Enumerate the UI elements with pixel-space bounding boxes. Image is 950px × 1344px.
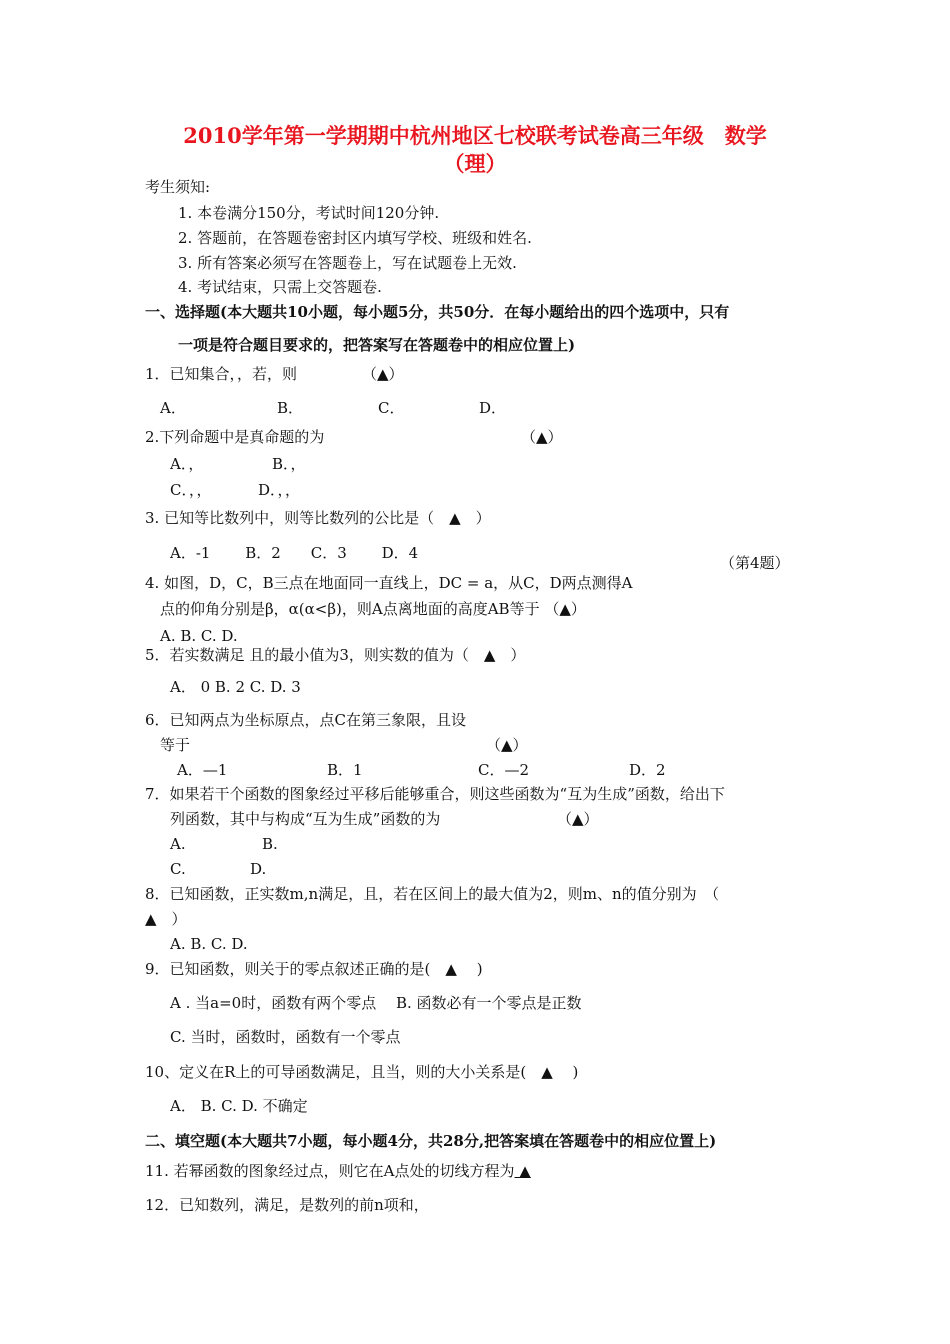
- notice-heading: 考生须知:: [145, 178, 211, 196]
- q6-option-a: A．—1: [177, 761, 228, 779]
- q12-stem: 12．已知数列，满足，是数列的前n项和，: [145, 1196, 429, 1214]
- q2-option-d: D．，，: [258, 481, 301, 499]
- q7-answer-mark: （▲）: [557, 810, 599, 828]
- section2-heading: 二、填空题(本大题共7小题，每小题4分，共28分,把答案填在答题卷中的相应位置上): [145, 1132, 717, 1150]
- q11-stem: [145, 1161, 531, 1181]
- notice-item-3: 3. 所有答案必须写在答题卷上，写在试题卷上无效.: [178, 254, 517, 272]
- q11-stem-text: 11. 若幂函数的图象经过点，则它在A点处的切线方程为: [145, 1162, 515, 1180]
- q2-stem: 2.下列命题中是真命题的为: [145, 428, 325, 446]
- q6-option-b: B．1: [327, 761, 363, 779]
- q3-options: A．-1 B．2 C．3 D．4: [170, 544, 419, 562]
- q1-option-b: B．: [277, 399, 304, 417]
- q5-stem: 5．若实数满足 且的最小值为3，则实数的值为（ ▲ ）: [145, 646, 526, 664]
- notice-item-1: 1. 本卷满分150分，考试时间120分钟.: [178, 204, 440, 222]
- q6-option-d: D．2: [629, 761, 666, 779]
- notice-item-4: 4. 考试结束，只需上交答题卷.: [178, 278, 382, 296]
- section1-heading-cont: 一项是符合题目要求的，把答案写在答题卷中的相应位置上): [178, 336, 576, 354]
- q1-option-d: D．: [479, 399, 507, 417]
- q10-options: A． B. C. D. 不确定: [170, 1097, 308, 1115]
- q2-option-c: C．，，: [170, 481, 212, 499]
- q7-option-a: A.: [170, 835, 186, 853]
- q2-option-b: B．，: [272, 455, 306, 473]
- q8-options: A. B. C. D.: [170, 935, 248, 953]
- q6-stem-cont: 等于: [160, 736, 191, 754]
- q9-options-ab: A . 当a=0时，函数有两个零点 B. 函数必有一个零点是正数: [170, 994, 582, 1012]
- q8-stem-cont: ▲ ）: [145, 910, 187, 928]
- section1-heading: 一、选择题(本大题共10小题，每小题5分，共50分．在每小题给出的四个选项中，只有: [145, 303, 730, 321]
- q5-options: A． 0 B. 2 C. D. 3: [170, 678, 301, 696]
- q6-option-c: C．—2: [478, 761, 530, 779]
- q8-stem: 8．已知函数，正实数m,n满足，且，若在区间上的最大值为2，则m、n的值分别为 （: [145, 885, 720, 903]
- q7-option-c: C.: [170, 860, 186, 878]
- exam-title-line1: 2010学年第一学期期中杭州地区七校联考试卷高三年级 数学: [183, 123, 767, 148]
- q10-stem: 10、定义在R上的可导函数满足，且当，则的大小关系是( ▲ ): [145, 1063, 579, 1081]
- q9-option-c: C. 当时，函数时，函数有一个零点: [170, 1028, 401, 1046]
- q1-answer-mark: （▲）: [362, 365, 404, 383]
- q7-stem-cont: 列函数，其中与构成“互为生成”函数的为: [170, 810, 441, 828]
- q1-stem: 1．已知集合，，若，则: [145, 365, 298, 383]
- q2-option-a: A．，: [170, 455, 204, 473]
- q7-option-d: D.: [250, 860, 267, 878]
- q4-stem: 4. 如图，D，C，B三点在地面同一直线上，DC = a，从C，D两点测得A: [145, 574, 633, 592]
- q11-answer-blank: ▲: [514, 1162, 531, 1180]
- q4-figure-label: （第4题）: [720, 554, 790, 572]
- q6-stem: 6．已知两点为坐标原点，点C在第三象限，且设: [145, 711, 467, 729]
- q4-stem-cont: 点的仰角分别是β，α(α<β)，则A点离地面的高度AB等于 （▲）: [160, 600, 586, 618]
- q7-stem: 7．如果若干个函数的图象经过平移后能够重合，则这些函数为“互为生成”函数，给出下: [145, 785, 725, 803]
- notice-item-2: 2. 答题前，在答题卷密封区内填写学校、班级和姓名.: [178, 229, 532, 247]
- q2-answer-mark: （▲）: [521, 428, 563, 446]
- q4-options: A. B. C. D.: [160, 627, 238, 645]
- exam-title-line2: （理）: [443, 151, 507, 176]
- q3-stem: 3. 已知等比数列中，则等比数列的公比是（ ▲ ）: [145, 509, 491, 527]
- q7-option-b: B.: [262, 835, 278, 853]
- q1-option-c: C．: [378, 399, 405, 417]
- q6-answer-mark: （▲）: [486, 736, 528, 754]
- q1-option-a: A．: [160, 399, 186, 417]
- q9-stem: 9．已知函数，则关于的零点叙述正确的是( ▲ ): [145, 960, 483, 978]
